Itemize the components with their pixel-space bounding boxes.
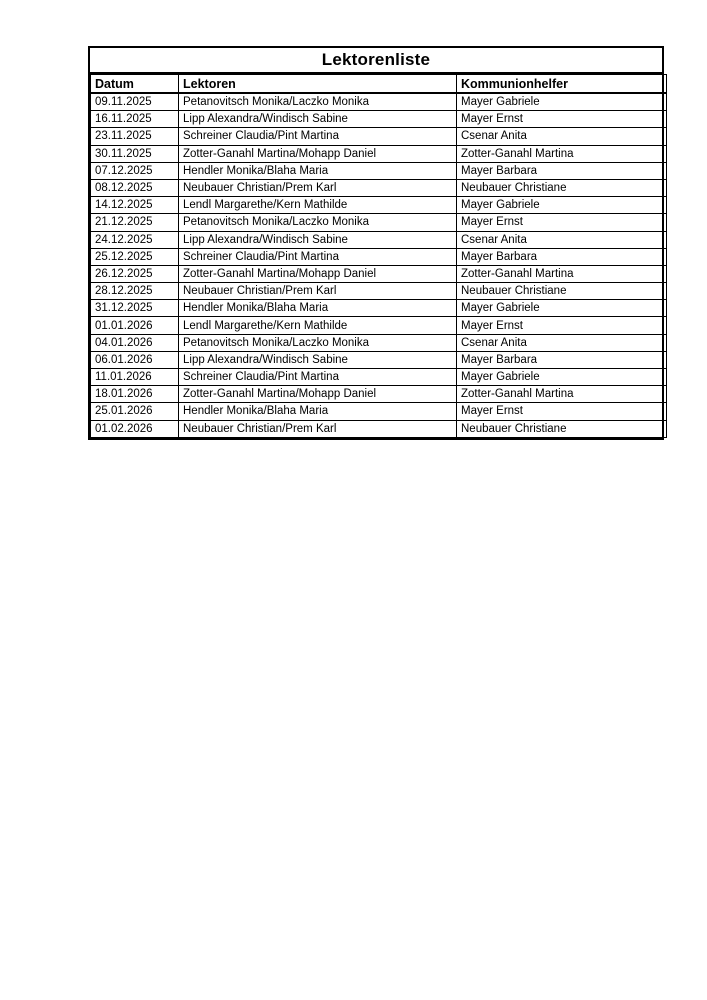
cell-kommunionhelfer: Csenar Anita xyxy=(457,128,667,145)
cell-datum: 01.01.2026 xyxy=(91,317,179,334)
cell-kommunionhelfer: Zotter-Ganahl Martina xyxy=(457,386,667,403)
cell-kommunionhelfer: Mayer Ernst xyxy=(457,111,667,128)
cell-lektoren: Petanovitsch Monika/Laczko Monika xyxy=(179,214,457,231)
cell-kommunionhelfer: Zotter-Ganahl Martina xyxy=(457,145,667,162)
cell-lektoren: Neubauer Christian/Prem Karl xyxy=(179,283,457,300)
header-row xyxy=(91,75,667,94)
cell-kommunionhelfer: Mayer Barbara xyxy=(457,351,667,368)
cell-kommunionhelfer: Mayer Barbara xyxy=(457,162,667,179)
cell-datum: 26.12.2025 xyxy=(91,265,179,282)
table-row xyxy=(91,265,667,282)
cell-kommunionhelfer: Neubauer Christiane xyxy=(457,283,667,300)
cell-datum: 06.01.2026 xyxy=(91,351,179,368)
table-row xyxy=(91,162,667,179)
cell-datum: 25.01.2026 xyxy=(91,403,179,420)
table-row xyxy=(91,369,667,386)
table-row xyxy=(91,283,667,300)
cell-lektoren: Petanovitsch Monika/Laczko Monika xyxy=(179,93,457,111)
cell-kommunionhelfer: Csenar Anita xyxy=(457,334,667,351)
cell-lektoren: Lendl Margarethe/Kern Mathilde xyxy=(179,197,457,214)
cell-datum: 14.12.2025 xyxy=(91,197,179,214)
cell-lektoren: Zotter-Ganahl Martina/Mohapp Daniel xyxy=(179,265,457,282)
cell-datum: 04.01.2026 xyxy=(91,334,179,351)
cell-datum: 11.01.2026 xyxy=(91,369,179,386)
column-header-datum: Datum xyxy=(91,75,179,94)
table-row xyxy=(91,93,667,111)
cell-lektoren: Schreiner Claudia/Pint Martina xyxy=(179,128,457,145)
cell-kommunionhelfer: Csenar Anita xyxy=(457,231,667,248)
cell-kommunionhelfer: Mayer Barbara xyxy=(457,248,667,265)
cell-lektoren: Neubauer Christian/Prem Karl xyxy=(179,179,457,196)
cell-datum: 16.11.2025 xyxy=(91,111,179,128)
cell-lektoren: Lendl Margarethe/Kern Mathilde xyxy=(179,317,457,334)
cell-datum: 08.12.2025 xyxy=(91,179,179,196)
cell-lektoren: Lipp Alexandra/Windisch Sabine xyxy=(179,111,457,128)
column-header-kommunionhelfer: Kommunionhelfer xyxy=(457,75,667,94)
cell-datum: 30.11.2025 xyxy=(91,145,179,162)
cell-lektoren: Hendler Monika/Blaha Maria xyxy=(179,300,457,317)
schedule-table xyxy=(90,74,667,438)
cell-kommunionhelfer: Mayer Gabriele xyxy=(457,300,667,317)
cell-lektoren: Hendler Monika/Blaha Maria xyxy=(179,403,457,420)
table-title: Lektorenliste xyxy=(90,48,662,74)
cell-lektoren: Lipp Alexandra/Windisch Sabine xyxy=(179,231,457,248)
table-row xyxy=(91,128,667,145)
table-row xyxy=(91,317,667,334)
table-row xyxy=(91,300,667,317)
table-row xyxy=(91,386,667,403)
table-row xyxy=(91,231,667,248)
table-body xyxy=(91,93,667,437)
cell-kommunionhelfer: Neubauer Christiane xyxy=(457,179,667,196)
cell-datum: 28.12.2025 xyxy=(91,283,179,300)
table-row xyxy=(91,111,667,128)
cell-kommunionhelfer: Mayer Ernst xyxy=(457,317,667,334)
lektorenliste-table xyxy=(88,46,664,440)
cell-kommunionhelfer: Mayer Gabriele xyxy=(457,93,667,111)
cell-datum: 23.11.2025 xyxy=(91,128,179,145)
cell-lektoren: Lipp Alexandra/Windisch Sabine xyxy=(179,351,457,368)
cell-lektoren: Schreiner Claudia/Pint Martina xyxy=(179,369,457,386)
cell-kommunionhelfer: Mayer Ernst xyxy=(457,214,667,231)
table-row xyxy=(91,214,667,231)
table-row xyxy=(91,351,667,368)
cell-datum: 18.01.2026 xyxy=(91,386,179,403)
table-row xyxy=(91,403,667,420)
cell-datum: 01.02.2026 xyxy=(91,420,179,437)
table-row xyxy=(91,334,667,351)
cell-kommunionhelfer: Mayer Gabriele xyxy=(457,369,667,386)
cell-datum: 07.12.2025 xyxy=(91,162,179,179)
cell-lektoren: Schreiner Claudia/Pint Martina xyxy=(179,248,457,265)
table-row xyxy=(91,179,667,196)
cell-lektoren: Petanovitsch Monika/Laczko Monika xyxy=(179,334,457,351)
cell-kommunionhelfer: Neubauer Christiane xyxy=(457,420,667,437)
cell-datum: 24.12.2025 xyxy=(91,231,179,248)
cell-datum: 09.11.2025 xyxy=(91,93,179,111)
cell-datum: 31.12.2025 xyxy=(91,300,179,317)
table-row xyxy=(91,197,667,214)
cell-lektoren: Zotter-Ganahl Martina/Mohapp Daniel xyxy=(179,145,457,162)
cell-lektoren: Neubauer Christian/Prem Karl xyxy=(179,420,457,437)
column-header-lektoren: Lektoren xyxy=(179,75,457,94)
table-row xyxy=(91,145,667,162)
cell-kommunionhelfer: Mayer Ernst xyxy=(457,403,667,420)
table-row xyxy=(91,420,667,437)
table-row xyxy=(91,248,667,265)
cell-datum: 21.12.2025 xyxy=(91,214,179,231)
cell-lektoren: Hendler Monika/Blaha Maria xyxy=(179,162,457,179)
cell-kommunionhelfer: Mayer Gabriele xyxy=(457,197,667,214)
cell-kommunionhelfer: Zotter-Ganahl Martina xyxy=(457,265,667,282)
cell-lektoren: Zotter-Ganahl Martina/Mohapp Daniel xyxy=(179,386,457,403)
cell-datum: 25.12.2025 xyxy=(91,248,179,265)
